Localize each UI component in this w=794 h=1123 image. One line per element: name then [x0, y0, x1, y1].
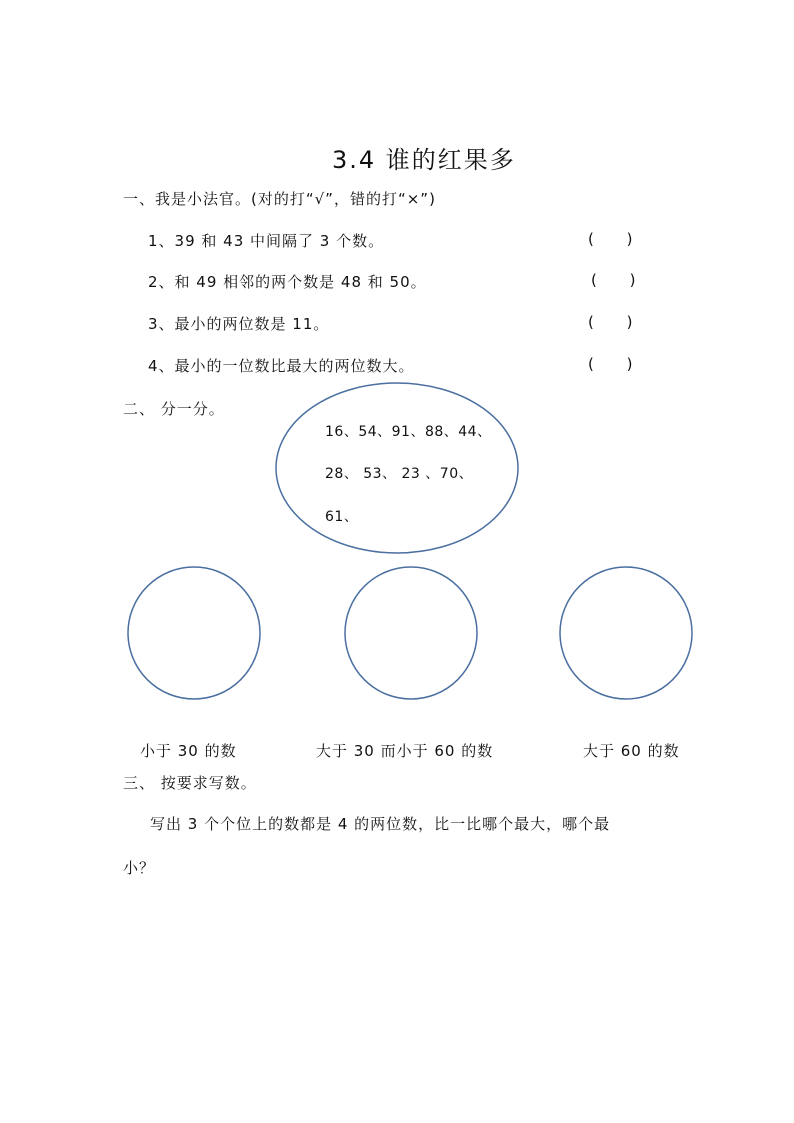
circle-label-greater-60: 大于 60 的数	[583, 742, 680, 760]
section2-heading: 二、 分一分。	[123, 400, 225, 418]
answer-paren-3[interactable]: ( )	[588, 313, 647, 331]
question-3: 3、最小的两位数是 11。	[148, 315, 330, 333]
circle-label-less-30: 小于 30 的数	[140, 742, 237, 760]
section1-heading: 一、我是小法官。(对的打“√”，错的打“×”)	[123, 190, 436, 208]
numbers-line-3: 61、	[325, 509, 359, 525]
circle-greater-than-60	[560, 567, 692, 699]
question-2: 2、和 49 相邻的两个数是 48 和 50。	[148, 273, 427, 291]
question-text-line1: 写出 3 个个位上的数都是 4 的两位数，比一比哪个最大，哪个最	[150, 815, 611, 833]
answer-paren-2[interactable]: ( )	[591, 271, 650, 289]
circle-30-to-60	[345, 567, 477, 699]
page-title: 3.4 谁的红果多	[332, 146, 516, 174]
answer-paren-4[interactable]: ( )	[588, 355, 647, 373]
question-4: 4、最小的一位数比最大的两位数大。	[148, 357, 415, 375]
question-text-line2: 小？	[123, 859, 156, 877]
numbers-line-1: 16、54、91、88、44、	[325, 424, 492, 440]
circle-label-30-60: 大于 30 而小于 60 的数	[316, 742, 494, 760]
question-1: 1、39 和 43 中间隔了 3 个数。	[148, 232, 385, 250]
numbers-line-2: 28、 53、 23 、70、	[325, 466, 474, 482]
circle-less-than-30	[128, 567, 260, 699]
section3-heading: 三、 按要求写数。	[123, 774, 257, 792]
answer-paren-1[interactable]: ( )	[588, 230, 647, 248]
